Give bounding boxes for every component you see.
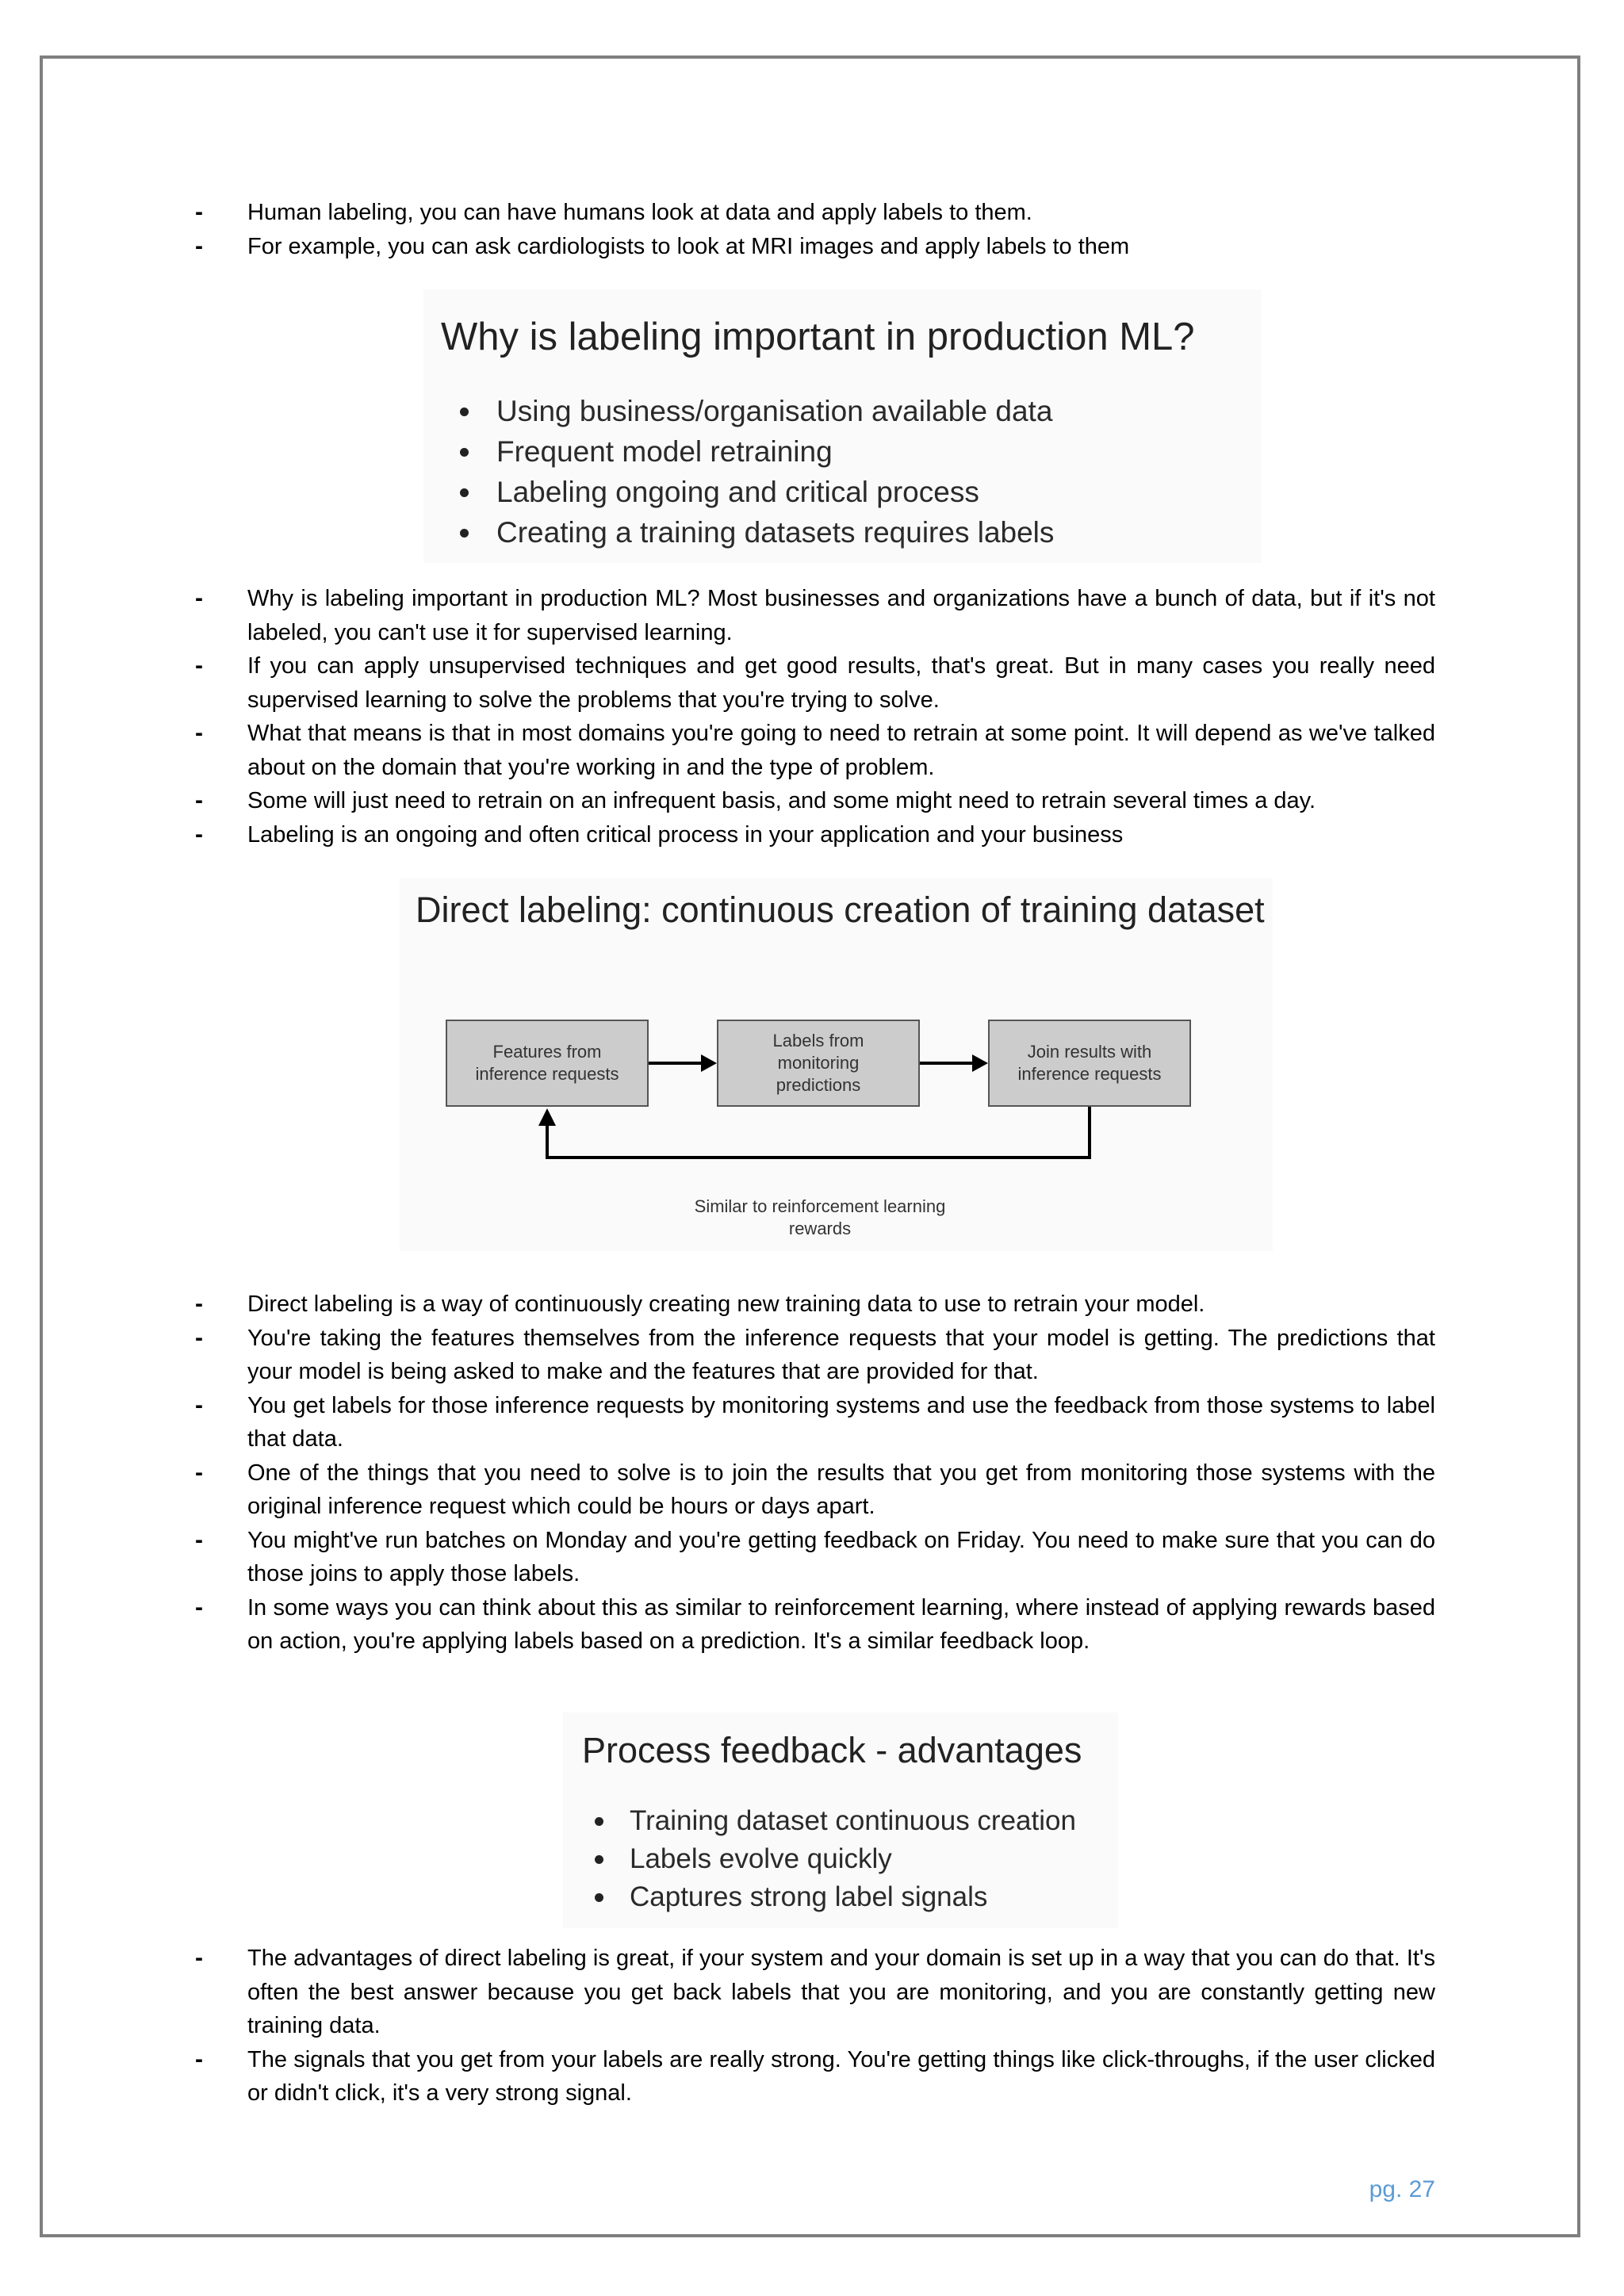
- list-item: Labels evolve quickly: [592, 1840, 1076, 1878]
- bullet-dash: -: [195, 1291, 203, 1317]
- slide-bullet-list: [455, 391, 1054, 553]
- bullet-dash: -: [195, 199, 203, 225]
- list-item: Creating a training datasets requires labels: [455, 512, 1054, 553]
- slide-title: Why is labeling important in production ML?: [441, 316, 1195, 358]
- bullet-dash: -: [195, 232, 203, 259]
- list-item: - The signals that you get from your labels are really strong. You're getting things like click-throughs, if the user clicked or didn't click, it's a very strong signal.: [195, 2043, 1435, 2110]
- bullet-dot: [460, 529, 469, 538]
- list-item: - Direct labeling is a way of continuously creating new training data to use to retrain your model.: [195, 1288, 1435, 1322]
- feedback-loop-arrow: [538, 1107, 1090, 1158]
- list-item: - You get labels for those inference requests by monitoring systems and use the feedback from those systems to label that data.: [195, 1389, 1435, 1456]
- bullet-dash: -: [195, 585, 203, 611]
- list-item: - You might've run batches on Monday and you're getting feedback on Friday. You need to make sure that you can do those joins to apply those labels.: [195, 1524, 1435, 1591]
- arrow-features-to-labels: [649, 1054, 717, 1072]
- bullet-dash: -: [195, 821, 203, 848]
- diagram-caption: Similar to reinforcement learning rewards: [694, 1196, 946, 1238]
- list-item: - Human labeling, you can have humans look at data and apply labels to them.: [195, 196, 1435, 230]
- slide-direct-labeling-diagram: [400, 878, 1273, 1251]
- bullet-dot: [460, 488, 469, 497]
- bullet-dot: [595, 1855, 603, 1864]
- bullet-dash: -: [195, 1459, 203, 1486]
- bullet-dot: [595, 1817, 603, 1826]
- bullet-dash: -: [195, 1945, 203, 1971]
- diagram-box-join: Join results with inference requests: [988, 1020, 1191, 1107]
- bullet-dot: [460, 448, 469, 457]
- slide-bullet-list: [592, 1802, 1076, 1916]
- bullet-dash: -: [195, 1594, 203, 1621]
- list-item: - In some ways you can think about this as similar to reinforcement learning, where instead of applying rewards based on action, you're applying labels based on a prediction. It's a similar feedback loop.: [195, 1591, 1435, 1659]
- bullet-dash: -: [195, 652, 203, 679]
- bullet-list-why-labeling: [195, 582, 1435, 851]
- slide-title: Direct labeling: continuous creation of training dataset: [416, 890, 1265, 930]
- diagram-box-labels: Labels from monitoring predictions: [717, 1020, 920, 1107]
- bullet-dash: -: [195, 787, 203, 813]
- bullet-dot: [460, 408, 469, 416]
- bullet-dash: -: [195, 720, 203, 746]
- list-item: - Some will just need to retrain on an infrequent basis, and some might need to retrain several times a day.: [195, 784, 1435, 818]
- slide-process-feedback-advantages: [563, 1712, 1118, 1928]
- list-item: - Labeling is an ongoing and often critical process in your application and your business: [195, 818, 1435, 852]
- list-item: Training dataset continuous creation: [592, 1802, 1076, 1840]
- list-item: Captures strong label signals: [592, 1878, 1076, 1916]
- bullet-dot: [595, 1893, 603, 1902]
- page-number: pg. 27: [1369, 2176, 1435, 2202]
- list-item: Frequent model retraining: [455, 431, 1054, 472]
- bullet-dash: -: [195, 1526, 203, 1553]
- diagram-box-features: Features from inference requests: [446, 1020, 649, 1107]
- slide-why-labeling-important: [423, 289, 1262, 563]
- bullet-dash: -: [195, 1324, 203, 1351]
- arrow-labels-to-join: [920, 1054, 988, 1072]
- bullet-list-human-labeling: [195, 196, 1435, 263]
- list-item: - What that means is that in most domains you're going to need to retrain at some point. It will depend as we've talked about on the domain that you're working in and the type of problem.: [195, 717, 1435, 784]
- list-item: Labeling ongoing and critical process: [455, 472, 1054, 512]
- bullet-dash: -: [195, 1391, 203, 1418]
- bullet-dash: -: [195, 2045, 203, 2072]
- list-item: - The advantages of direct labeling is great, if your system and your domain is set up in a way that you can do that. It's often the best answer because you get back labels that you are monitoring, and you are constantly getting new training data.: [195, 1942, 1435, 2043]
- list-item: - For example, you can ask cardiologists to look at MRI images and apply labels to them: [195, 230, 1435, 264]
- list-item: - One of the things that you need to solve is to join the results that you get from monitoring those systems with the original inference request which could be hours or days apart.: [195, 1456, 1435, 1524]
- bullet-list-direct-labeling: [195, 1288, 1435, 1659]
- slide-title: Process feedback - advantages: [582, 1730, 1082, 1770]
- bullet-list-advantages: [195, 1942, 1435, 2110]
- list-item: Using business/organisation available data: [455, 391, 1054, 431]
- list-item: - Why is labeling important in production ML? Most businesses and organizations have a bunch of data, but if it's not labeled, you can't use it for supervised learning.: [195, 582, 1435, 649]
- list-item: - You're taking the features themselves from the inference requests that your model is getting. The predictions that your model is being asked to make and the features that are provided for that.: [195, 1322, 1435, 1389]
- list-item: - If you can apply unsupervised techniques and get good results, that's great. But in many cases you really need supervised learning to solve the problems that you're trying to solve.: [195, 649, 1435, 717]
